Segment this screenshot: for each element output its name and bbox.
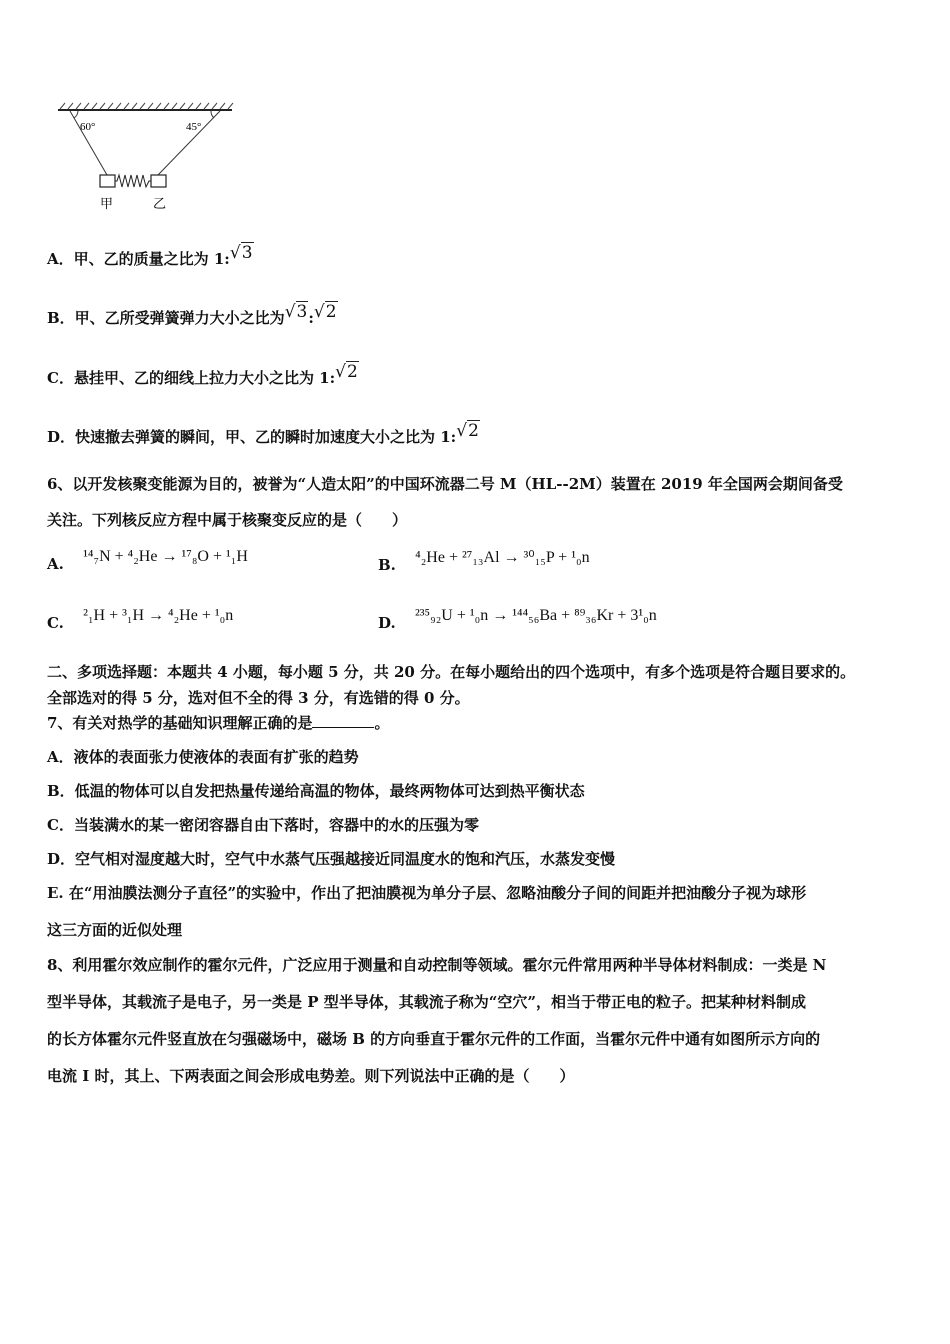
label-jia: 甲 [100,197,114,212]
q7-option-b: B．低温的物体可以自发把热量传递给高温的物体，最终两物体可达到热平衡状态 [47,782,585,800]
equation-c: ²₁H + ³₁H → ⁴₂He + ¹₀n [83,607,234,624]
block-yi [151,175,166,187]
spring-figure [50,100,240,215]
q5-option-c: C．悬挂甲、乙的细线上拉力大小之比为 1:√2 [47,362,358,387]
q7-option-c: C．当装满水的某一密闭容器自由下落时，容器中的水的压强为零 [47,816,479,834]
label-yi: 乙 [153,197,167,212]
sqrt-2: √2 [456,421,479,441]
q7-option-e-line2: 这三方面的近似处理 [47,921,183,939]
equation-b: ⁴₂He + ²⁷₁₃Al → ³⁰₁₅P + ¹₀n [415,549,590,566]
q7-option-d: D．空气相对湿度越大时，空气中水蒸气压强越接近同温度水的饱和汽压，水蒸发变慢 [47,850,616,868]
section2-line1: 二、多项选择题：本题共 4 小题，每小题 5 分，共 20 分。在每小题给出的四个选项中，有多个选项是符合题目要求的。 [47,663,856,681]
q8-stem-line4: 电流 I 时，其上、下两表面之间会形成电势差。则下列说法中正确的是（ ） [47,1067,575,1085]
q6-stem-line2: 关注。下列核反应方程中属于核聚变反应的是（ ） [47,511,408,529]
ceiling-hatch [60,103,233,109]
answer-blank [312,727,374,728]
q7-option-e-line1: E. 在“用油膜法测分子直径”的实验中，作出了把油膜视为单分子层、忽略油酸分子间的间距并把油酸分子视为球形 [47,884,807,902]
q8-stem-line3: 的长方体霍尔元件竖直放在匀强磁场中，磁场 B 的方向垂直于霍尔元件的工作面，当霍尔元件中通有如图所示方向的 [47,1030,821,1048]
sqrt-2: √2 [313,302,337,322]
q7-option-a: A．液体的表面张力使液体的表面有扩张的趋势 [47,748,359,766]
section2-line2: 全部选对的得 5 分，选对但不全的得 3 分，有选错的得 0 分。 [47,689,470,707]
sqrt-3: √3 [284,302,308,322]
q5-option-b: B．甲、乙所受弹簧弹力大小之比为√3:√2 [47,302,337,327]
q5-option-d: D．快速撤去弹簧的瞬间，甲、乙的瞬时加速度大小之比为 1:√2 [47,421,479,446]
q6-option-b: B. ⁴₂He + ²⁷₁₃Al → ³⁰₁₅P + ¹₀n [378,549,590,574]
sqrt-3: √3 [229,243,253,263]
q5-option-a: A．甲、乙的质量之比为 1:√3 [47,243,253,268]
q8-stem-line1: 8、利用霍尔效应制作的霍尔元件，广泛应用于测量和自动控制等领域。霍尔元件常用两种半导体材料制成：一类是 N [47,956,827,974]
q6-option-d: D. ²³⁵₉₂U + ¹₀n → ¹⁴⁴₅₆Ba + ⁸⁹₃₆Kr + 3¹₀n [378,607,657,632]
sqrt-2: √2 [335,362,358,382]
q6-option-c: C. ²₁H + ³₁H → ⁴₂He + ¹₀n [47,607,234,632]
left-angle-arc [74,111,78,118]
left-angle-label: 60° [80,121,96,133]
equation-d: ²³⁵₉₂U + ¹₀n → ¹⁴⁴₅₆Ba + ⁸⁹₃₆Kr + 3¹₀n [414,607,657,624]
right-angle-arc [211,111,214,118]
equation-a: ¹⁴₇N + ⁴₂He → ¹⁷₈O + ¹₁H [83,548,248,565]
q6-stem-line1: 6、以开发核聚变能源为目的，被誉为“人造太阳”的中国环流器二号 M（HL--2M）装置在 2019 年全国两会期间备受 [47,475,843,493]
q8-stem-line2: 型半导体，其载流子是电子，另一类是 P 型半导体，其载流子称为“空穴”，相当于带正电的粒子。把某种材料制成 [47,993,806,1011]
spring [115,175,151,187]
right-angle-label: 45° [186,121,202,133]
q7-stem: 7、有关对热学的基础知识理解正确的是 。 [47,714,390,732]
block-jia [100,175,115,187]
q6-option-a: A. ¹⁴₇N + ⁴₂He → ¹⁷₈O + ¹₁H [47,548,248,573]
